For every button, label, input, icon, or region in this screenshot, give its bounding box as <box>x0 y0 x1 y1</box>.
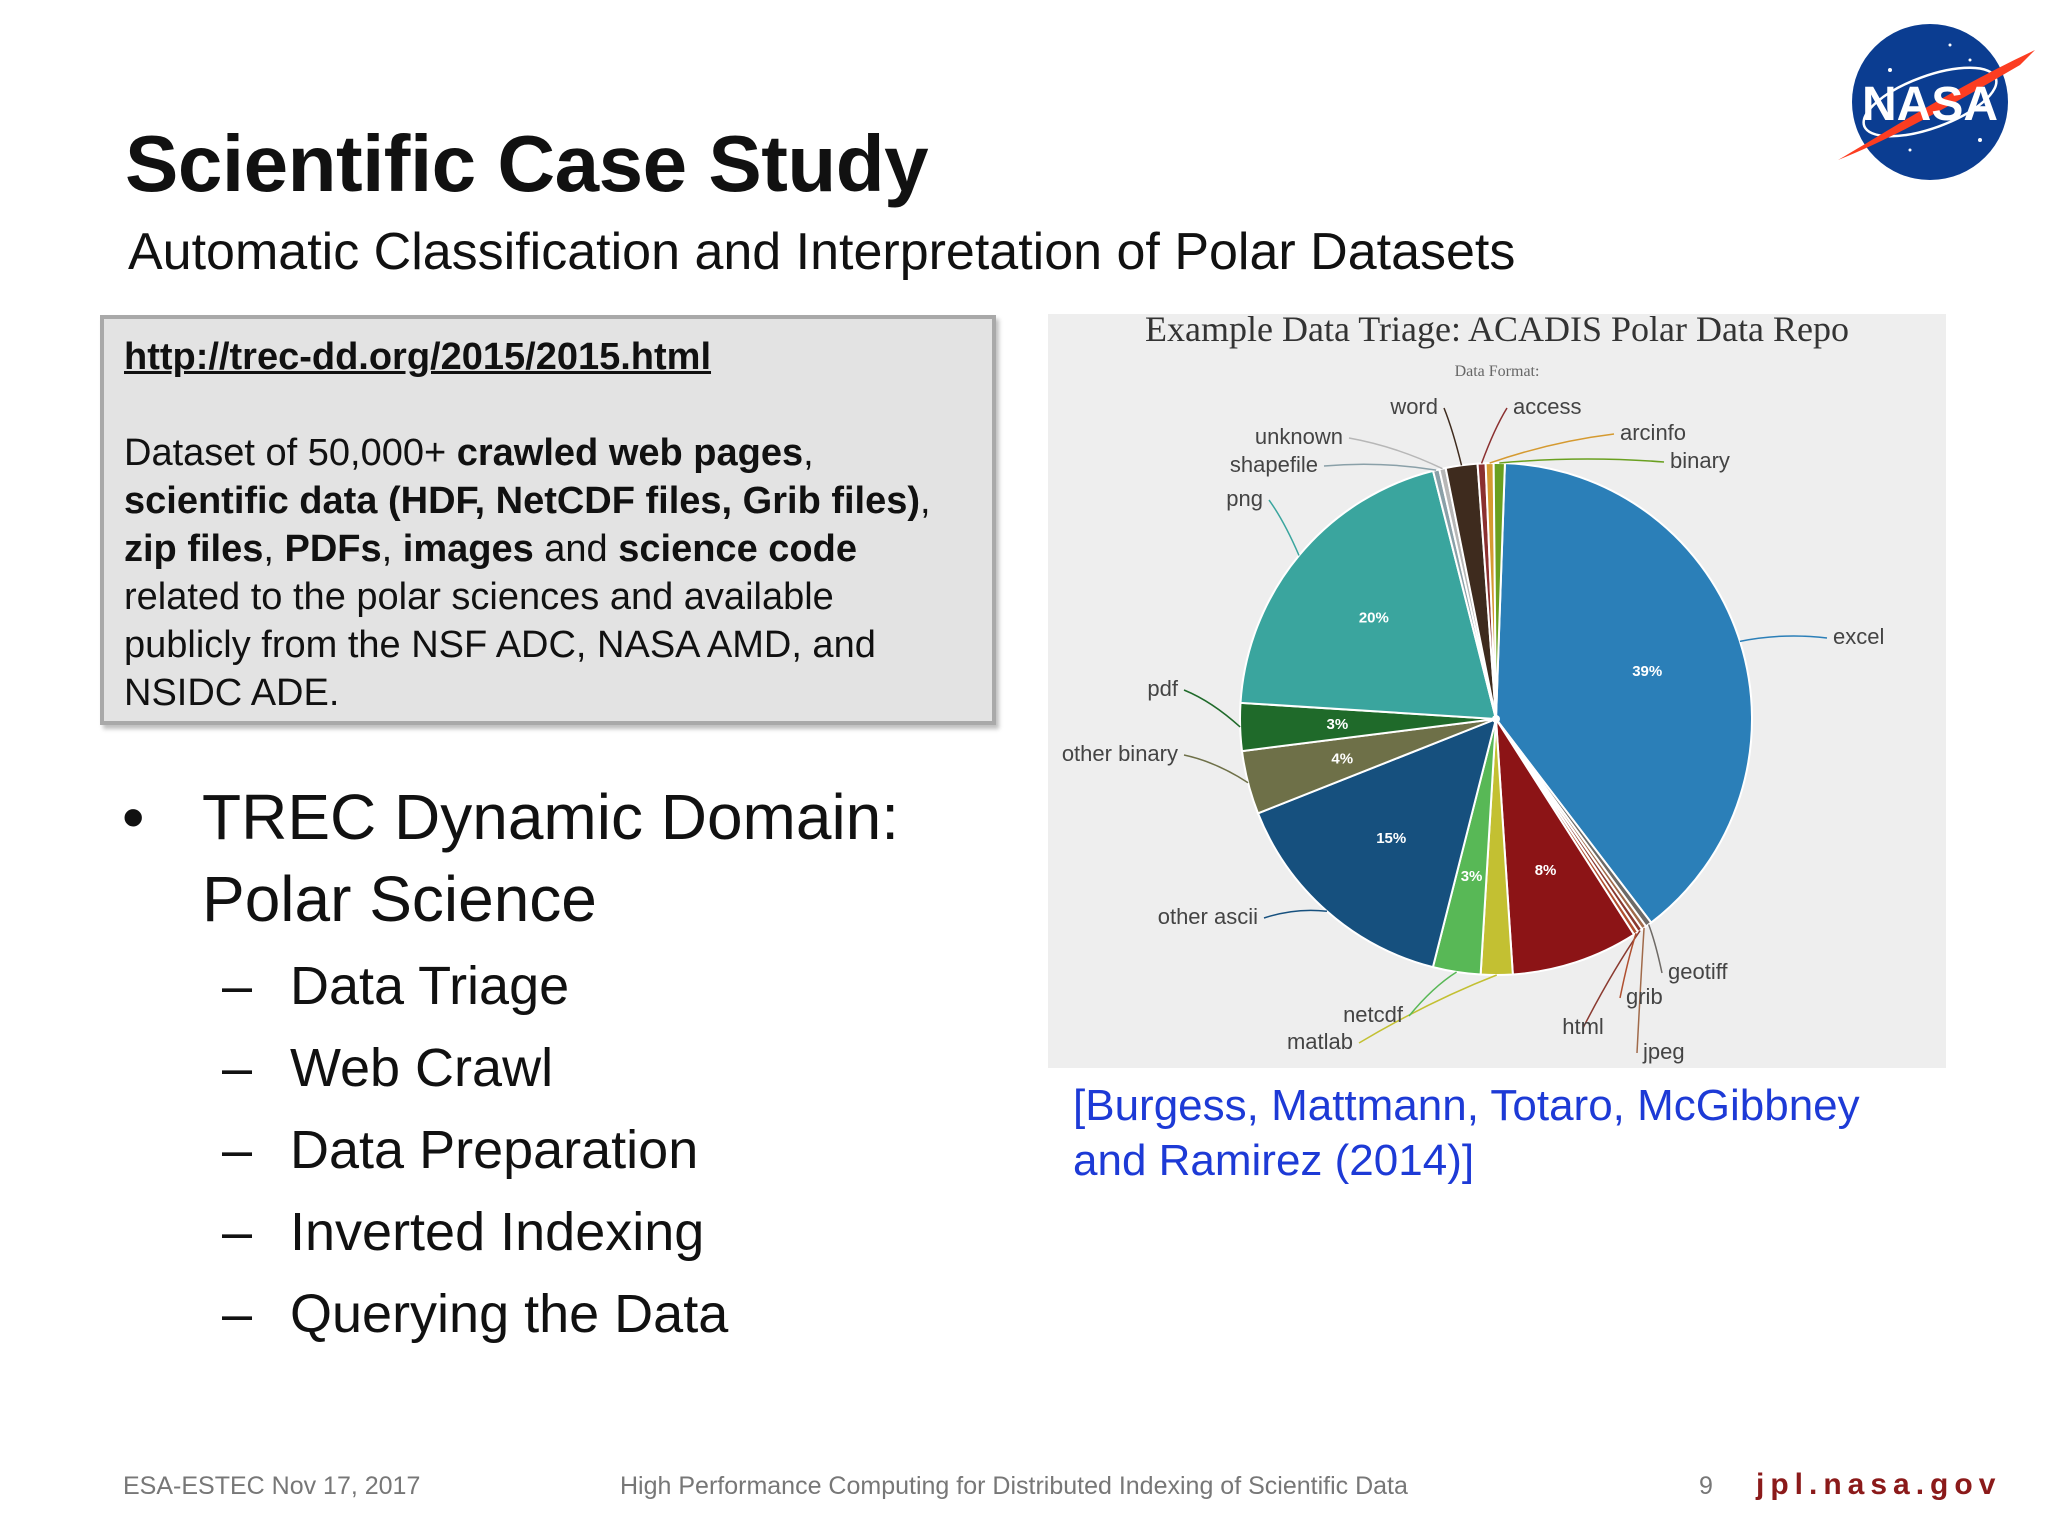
leader-line <box>1184 755 1248 783</box>
chart-subtitle: Data Format: <box>1454 363 1540 380</box>
leader-line <box>1184 690 1240 727</box>
info-box <box>100 315 996 725</box>
slice-label: html <box>1562 1014 1604 1039</box>
info-line-6: NSIDC ADE. <box>124 672 340 714</box>
slice-label: other ascii <box>1157 904 1258 929</box>
slice-label: pdf <box>1147 676 1178 701</box>
leader-line <box>1649 925 1662 973</box>
svg-text:NASA: NASA <box>1861 78 1999 131</box>
citation-line-2: and Ramirez (2014)] <box>1073 1136 1475 1185</box>
slice-label: matlab <box>1286 1029 1353 1054</box>
chart-title: Example Data Triage: ACADIS Polar Data Repo <box>1145 314 1849 349</box>
leader-line <box>1324 464 1436 470</box>
bullet-dot: • <box>122 781 145 853</box>
pie-chart-panel <box>1048 314 1946 1068</box>
slice-label: netcdf <box>1343 1002 1403 1027</box>
slice-percent-label: 39% <box>1632 662 1663 680</box>
pie-chart <box>1048 314 1946 1068</box>
bullet-line-2: Polar Science <box>202 863 597 935</box>
info-line-5: publicly from the NSF ADC, NASA AMD, and <box>124 624 876 666</box>
leader-line <box>1482 408 1507 463</box>
citation-line-1: [Burgess, Mattmann, Totaro, McGibbney <box>1073 1081 1860 1130</box>
info-line-4: related to the polar sciences and available <box>124 576 834 618</box>
slice-percent-label: 20% <box>1358 609 1389 627</box>
leader-line <box>1499 459 1664 463</box>
slice-label: arcinfo <box>1620 420 1687 445</box>
slice-label: other binary <box>1061 741 1178 766</box>
slice-label: excel <box>1833 624 1885 649</box>
citation <box>1073 1078 1953 1188</box>
slice-label: unknown <box>1254 424 1343 449</box>
slice-label: shapefile <box>1229 452 1318 477</box>
slice-label: grib <box>1626 984 1663 1009</box>
info-line-2: scientific data (HDF, NetCDF files, Grib files), <box>124 480 931 522</box>
leader-line <box>1740 636 1827 641</box>
slice-percent-label: 15% <box>1376 830 1407 848</box>
slide-subtitle: Automatic Classification and Interpretation of Polar Datasets <box>128 223 1516 281</box>
pie-center <box>1492 715 1500 723</box>
slide-title: Scientific Case Study <box>125 119 929 208</box>
slice-percent-label: 4% <box>1331 750 1354 768</box>
leader-line <box>1269 500 1299 555</box>
slice-label: word <box>1390 394 1438 419</box>
footer-date: ESA-ESTEC Nov 17, 2017 <box>123 1472 421 1500</box>
slice-percent-label: 3% <box>1460 867 1483 885</box>
slice-label: geotiff <box>1668 959 1728 984</box>
page-number: 9 <box>1699 1472 1713 1500</box>
leader-line <box>1444 408 1462 465</box>
slice-percent-label: 8% <box>1534 861 1557 879</box>
jpl-site[interactable]: jpl.nasa.gov <box>1756 1468 2002 1501</box>
info-line-3: zip files, PDFs, images and science code <box>124 528 857 570</box>
leader-line <box>1264 910 1327 918</box>
trec-link[interactable]: http://trec-dd.org/2015/2015.html <box>124 336 712 378</box>
slice-label: png <box>1226 486 1263 511</box>
footer-title: High Performance Computing for Distributed Indexing of Scientific Data <box>620 1472 1408 1500</box>
info-line-1: Dataset of 50,000+ crawled web pages, <box>124 432 814 474</box>
bullet-line-1: TREC Dynamic Domain: <box>202 781 900 853</box>
slice-label: jpeg <box>1643 1039 1685 1064</box>
slice-percent-label: 3% <box>1326 715 1349 733</box>
leader-line <box>1409 972 1457 1016</box>
slice-label: access <box>1513 394 1582 419</box>
nasa-logo <box>1830 20 2040 190</box>
slice-label: binary <box>1670 448 1730 473</box>
